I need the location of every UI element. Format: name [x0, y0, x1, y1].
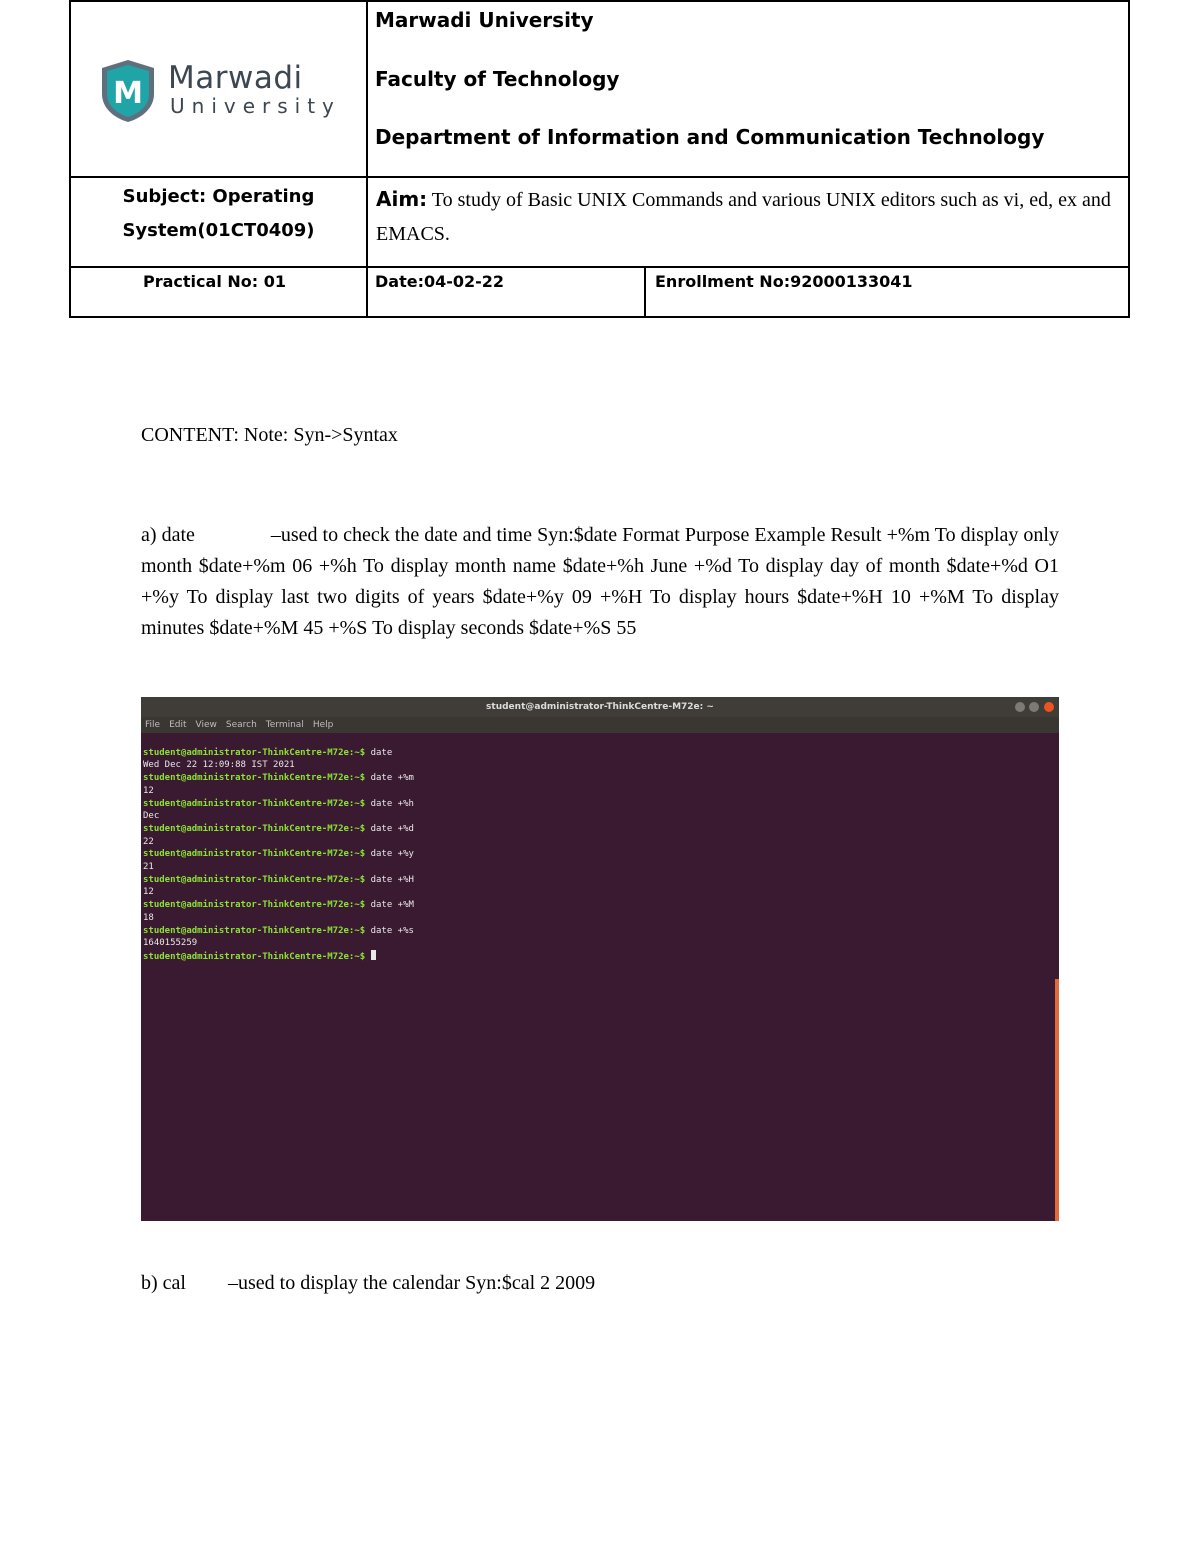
section-body: –used to check the date and time Syn:$date Format Purpose Example Result +%m To display only month $date+%m 06 +%h To display month name $date+%h June +%d To display day of month $date+%d O1 +%y To display last two digits of years $date+%y 09 +%H To display hours $date+%H 10 +%M To display minutes $date+%M 45 +%S To display seconds $date+%S 55 [141, 524, 1059, 639]
terminal-result: 18 [143, 912, 154, 923]
terminal-scrollbar[interactable] [1055, 979, 1059, 1221]
terminal-prompt: student@administrator-ThinkCentre-M72e:~$ [143, 798, 366, 809]
terminal-line [143, 798, 1057, 811]
terminal-line [143, 848, 1057, 861]
minimize-icon[interactable] [1015, 702, 1025, 712]
terminal-command: date +%y [365, 849, 414, 860]
terminal-line [143, 925, 1057, 938]
menu-search[interactable]: Search [225, 720, 257, 730]
menu-terminal[interactable]: Terminal [265, 720, 304, 730]
enrollment-number: Enrollment No:92000133041 [655, 272, 913, 291]
terminal-command: date +%d [365, 823, 414, 834]
terminal-line [143, 950, 1057, 964]
terminal-command: date +%H [365, 874, 414, 885]
aim-text [376, 182, 1121, 251]
terminal-prompt: student@administrator-ThinkCentre-M72e:~$ [143, 849, 366, 860]
maximize-icon[interactable] [1029, 702, 1039, 712]
terminal-command: date +%M [365, 900, 414, 911]
logo-wordmark: Marwadi [168, 60, 303, 96]
header-divider [644, 267, 646, 316]
terminal-prompt: student@administrator-ThinkCentre-M72e:~$ [143, 900, 366, 911]
aim-body: To study of Basic UNIX Commands and various UNIX editors such as vi, ed, ex and EMACS. [376, 189, 1111, 245]
terminal-title: student@administrator-ThinkCentre-M72e: ~ [486, 702, 714, 712]
header-table [69, 0, 1130, 318]
section-body: –used to display the calendar Syn:$cal 2 2009 [227, 1272, 596, 1294]
terminal-result: 22 [143, 836, 154, 847]
terminal-command: date +%h [365, 798, 414, 809]
terminal-command: date +%s [365, 925, 414, 936]
section-date-description [141, 520, 1059, 644]
terminal-prompt: student@administrator-ThinkCentre-M72e:~$ [143, 925, 366, 936]
terminal-result: 1640155259 [143, 938, 198, 949]
terminal-line [143, 772, 1057, 785]
terminal-result: 12 [143, 785, 154, 796]
terminal-line [143, 747, 1057, 760]
menu-view[interactable]: View [195, 720, 217, 730]
department-name: Department of Information and Communication Technology [375, 125, 1045, 149]
faculty-name: Faculty of Technology [375, 67, 620, 91]
menu-help[interactable]: Help [312, 720, 334, 730]
terminal-screenshot [141, 697, 1059, 1221]
terminal-prompt: student@administrator-ThinkCentre-M72e:~$ [143, 823, 366, 834]
terminal-prompt: student@administrator-ThinkCentre-M72e:~$ [143, 747, 366, 758]
menu-edit[interactable]: Edit [169, 720, 187, 730]
terminal-command: date [365, 747, 393, 758]
menu-file[interactable]: File [145, 720, 161, 730]
terminal-prompt: student@administrator-ThinkCentre-M72e:~$ [143, 773, 366, 784]
close-icon[interactable] [1044, 702, 1054, 712]
logo-subtitle: University [170, 94, 341, 118]
section-cal-description [141, 1272, 595, 1295]
terminal-prompt: student@administrator-ThinkCentre-M72e:~$ [143, 874, 366, 885]
terminal-result: Dec [143, 811, 160, 822]
practical-number: Practical No: 01 [143, 272, 286, 291]
terminal-menubar [141, 717, 1059, 733]
terminal-result: Wed Dec 22 12:09:88 IST 2021 [143, 760, 295, 771]
terminal-prompt: student@administrator-ThinkCentre-M72e:~$ [143, 951, 366, 962]
aim-label: Aim: [376, 187, 428, 211]
university-logo [98, 58, 348, 124]
terminal-result: 21 [143, 862, 154, 873]
terminal-titlebar [141, 697, 1059, 717]
terminal-command: date +%m [365, 773, 414, 784]
content-note: CONTENT: Note: Syn->Syntax [141, 424, 398, 446]
terminal-line [143, 823, 1057, 836]
terminal-result: 12 [143, 887, 154, 898]
header-divider [71, 176, 1128, 178]
shield-icon [98, 58, 158, 124]
terminal-cursor [371, 950, 376, 960]
terminal-line [143, 899, 1057, 912]
practical-date: Date:04-02-22 [375, 272, 505, 291]
header-divider [71, 266, 1128, 268]
section-label: b) cal [141, 1272, 186, 1294]
terminal-output[interactable] [141, 733, 1059, 990]
university-name: Marwadi University [375, 8, 594, 32]
header-divider [366, 2, 368, 316]
terminal-line [143, 874, 1057, 887]
section-label: a) date [141, 524, 195, 546]
logo-letter: M [113, 76, 143, 111]
subject-label: Subject: Operating System(01CT0409) [122, 186, 315, 241]
